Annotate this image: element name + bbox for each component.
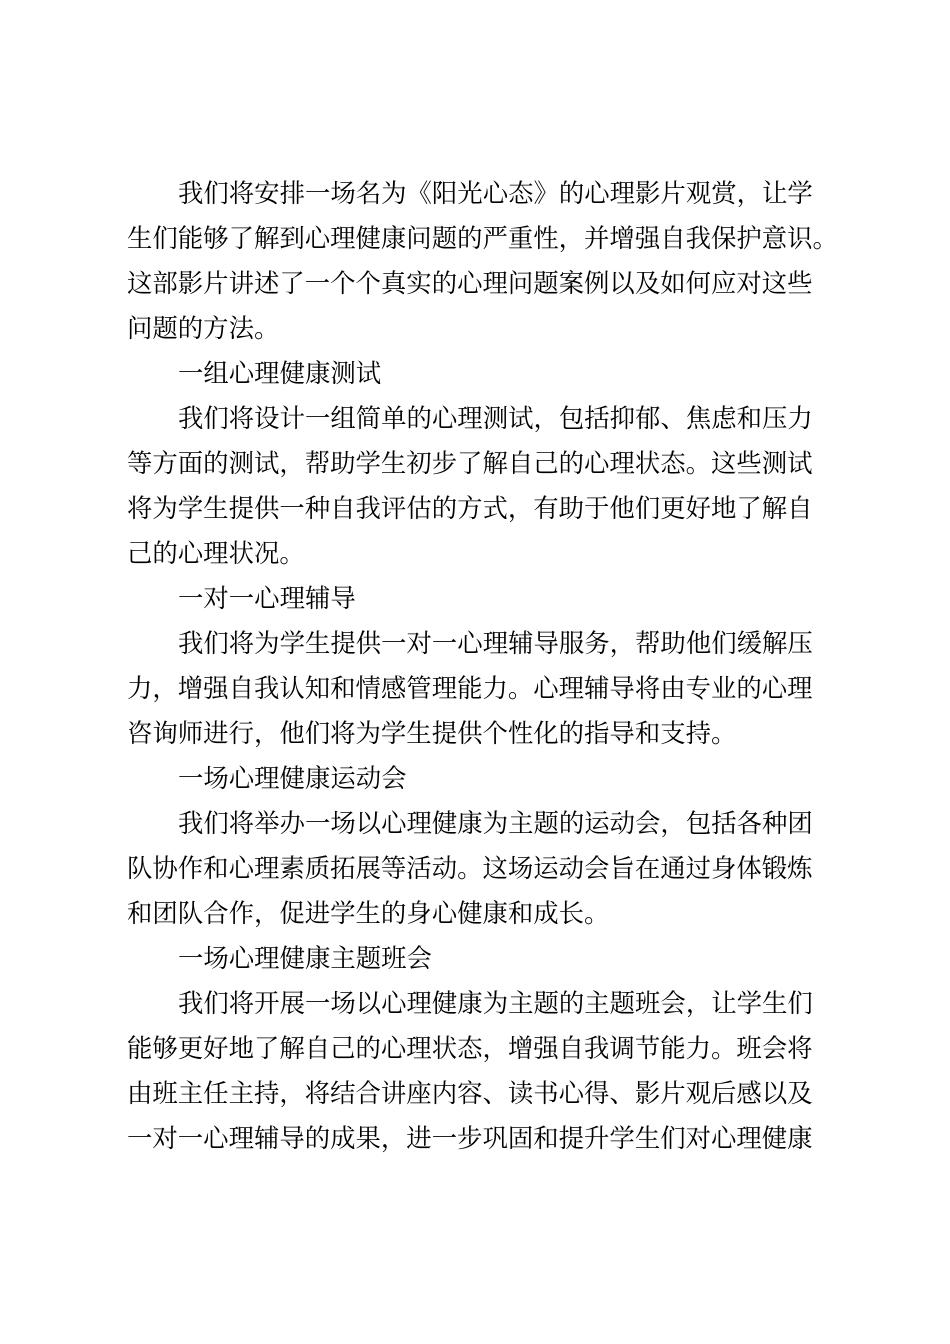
text-line: 一对一心理辅导的成果，进一步巩固和提升学生们对心理健康 [127, 1123, 813, 1153]
text-line: 能够更好地了解自己的心理状态，增强自我调节能力。班会将 [127, 1033, 813, 1063]
paragraph-sports-meet [127, 801, 839, 936]
paragraph-class-meeting [127, 981, 839, 1161]
heading-counseling [127, 576, 839, 621]
section-heading: 一组心理健康测试 [178, 358, 382, 388]
text-line: 我们将开展一场以心理健康为主题的主题班会，让学生们 [178, 988, 813, 1018]
heading-sports-meet [127, 756, 839, 801]
paragraph-film-viewing [127, 171, 839, 351]
text-line: 我们将举办一场以心理健康为主题的运动会，包括各种团 [178, 808, 813, 838]
paragraph-counseling [127, 621, 839, 756]
paragraph-psych-test [127, 396, 839, 576]
text-line: 和团队合作，促进学生的身心健康和成长。 [127, 898, 610, 928]
text-line: 这部影片讲述了一个个真实的心理问题案例以及如何应对这些 [127, 268, 813, 298]
text-line: 力，增强自我认知和情感管理能力。心理辅导将由专业的心理 [127, 673, 813, 703]
section-heading: 一对一心理辅导 [178, 583, 356, 613]
text-line: 将为学生提供一种自我评估的方式，有助于他们更好地了解自 [127, 493, 813, 523]
heading-class-meeting [127, 936, 839, 981]
document-body [127, 171, 839, 1161]
section-heading: 一场心理健康主题班会 [178, 943, 432, 973]
text-line: 由班主任主持，将结合讲座内容、读书心得、影片观后感以及 [127, 1078, 813, 1108]
text-line: 我们将设计一组简单的心理测试，包括抑郁、焦虑和压力 [178, 403, 813, 433]
text-line: 队协作和心理素质拓展等活动。这场运动会旨在通过身体锻炼 [127, 853, 813, 883]
text-line: 等方面的测试，帮助学生初步了解自己的心理状态。这些测试 [127, 448, 813, 478]
text-line: 生们能够了解到心理健康问题的严重性，并增强自我保护意识。 [127, 223, 838, 253]
text-line: 我们将安排一场名为《阳光心态》的心理影片观赏，让学 [178, 178, 813, 208]
heading-psych-test [127, 351, 839, 396]
text-line: 我们将为学生提供一对一心理辅导服务，帮助他们缓解压 [178, 628, 813, 658]
section-heading: 一场心理健康运动会 [178, 763, 407, 793]
text-line: 问题的方法。 [127, 313, 280, 343]
text-line: 咨询师进行，他们将为学生提供个性化的指导和支持。 [127, 718, 737, 748]
text-line: 己的心理状况。 [127, 538, 305, 568]
